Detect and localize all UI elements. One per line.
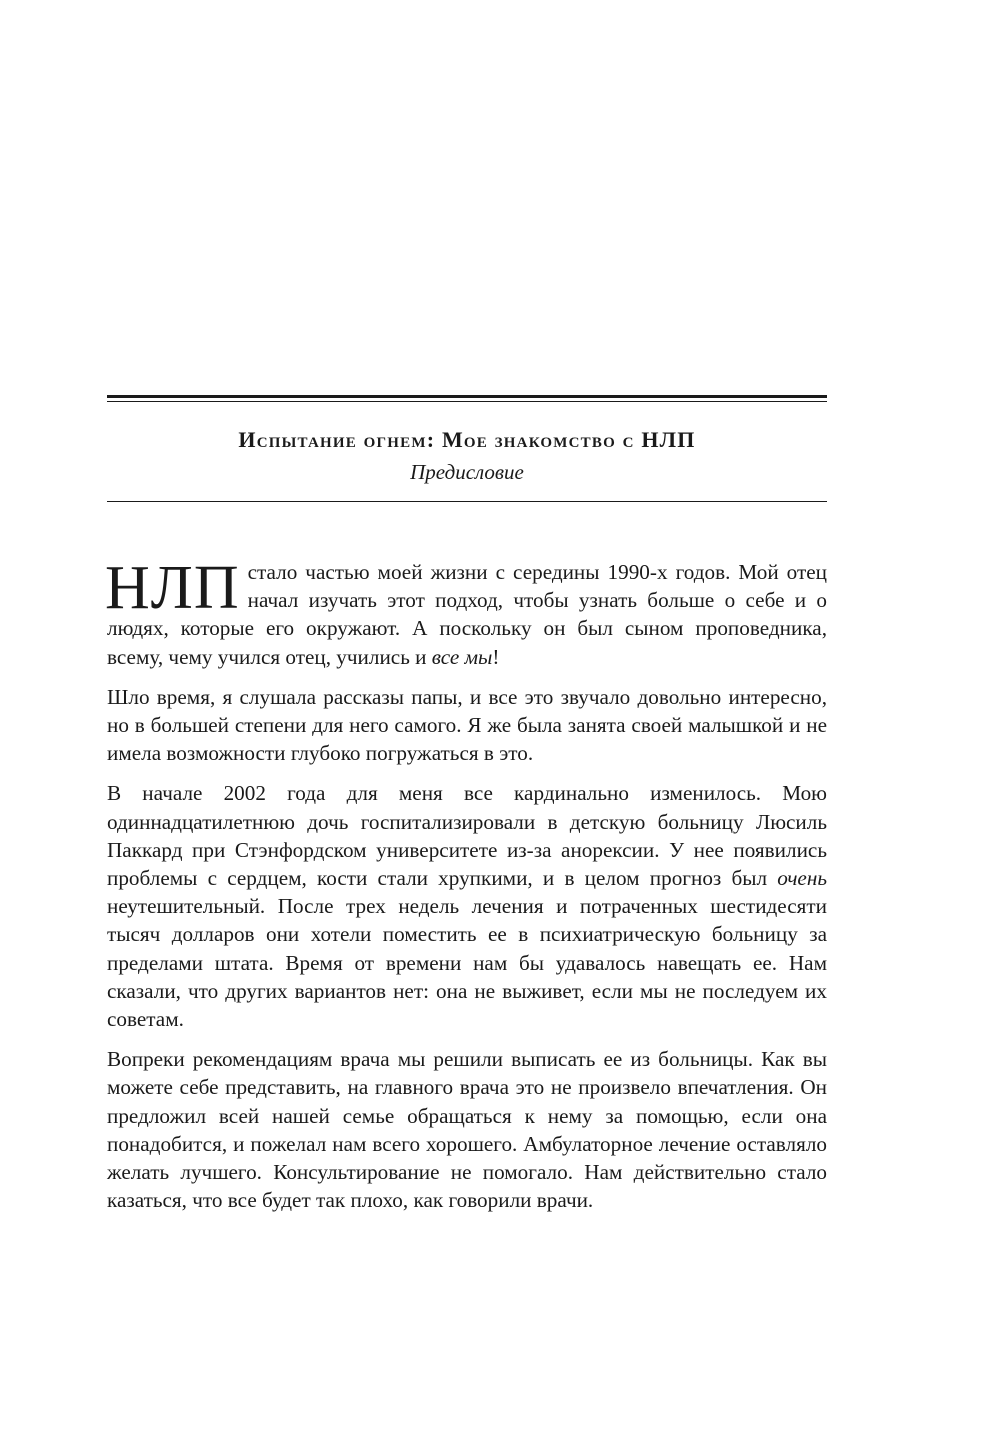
paragraph: [107, 683, 827, 768]
paragraph: [107, 1045, 827, 1214]
paragraph-text: В начале 2002 года для меня все кардинально изменилось. Мою одиннадцатилетнюю дочь госпитализировали в детскую больницу Люсиль Паккард при Стэнфордском университете из-за анорексии. У нее появились проблемы с сердцем, кости стали хрупкими, и в целом прогноз был: [107, 781, 827, 891]
emphasis-text: очень: [777, 866, 827, 891]
paragraph: [105, 554, 827, 671]
top-rule-thick: [107, 395, 827, 398]
top-rule-thin: [107, 401, 827, 402]
drop-cap: НЛП: [105, 554, 240, 622]
paragraph-text: Вопреки рекомендациям врача мы решили выписать ее из больницы. Как вы можете себе представить, на главного врача это не произвело впечатления. Он предложил всей нашей семье обращаться к нему за помощью, если она понадобится, и пожелал нам всего хорошего. Амбулаторное лечение оставляло желать лучшего. Консультирование не помогало. Нам действительно стало казаться, что все будет так плохо, как говорили врачи.: [107, 1047, 827, 1213]
paragraph-text: !: [492, 644, 500, 669]
book-page: [107, 0, 827, 1447]
paragraph-text: стало частью моей жизни с середины 1990-х годов. Мой отец начал изучать этот подход, чтобы узнать больше о себе и о людях, которые его окружают. А поскольку он был сыном проповедника, всему, чему учился отец, учились и: [107, 560, 827, 669]
paragraph-text: неутешительный. После трех недель лечения и потраченных шестидесяти тысяч долларов они хотели поместить ее в психиатрическую больницу за пределами штата. Время от времени нам бы удавалось навещать ее. Нам сказали, что других вариантов нет: она не выживет, если мы не последуем их советам.: [107, 894, 827, 1032]
chapter-title: Испытание огнем: Мое знакомство с НЛП: [238, 427, 696, 452]
paragraph-text: Шло время, я слушала рассказы папы, и все это звучало довольно интересно, но в большей степени для него самого. Я же была занята своей малышкой и не имела возможности глубоко погружаться в это.: [107, 684, 827, 766]
chapter-subtitle: Предисловие: [410, 460, 524, 484]
emphasis-text: все мы: [431, 644, 493, 669]
header-bottom-rule: [107, 501, 827, 502]
paragraph: [107, 779, 827, 1033]
body-text: [105, 554, 827, 1226]
